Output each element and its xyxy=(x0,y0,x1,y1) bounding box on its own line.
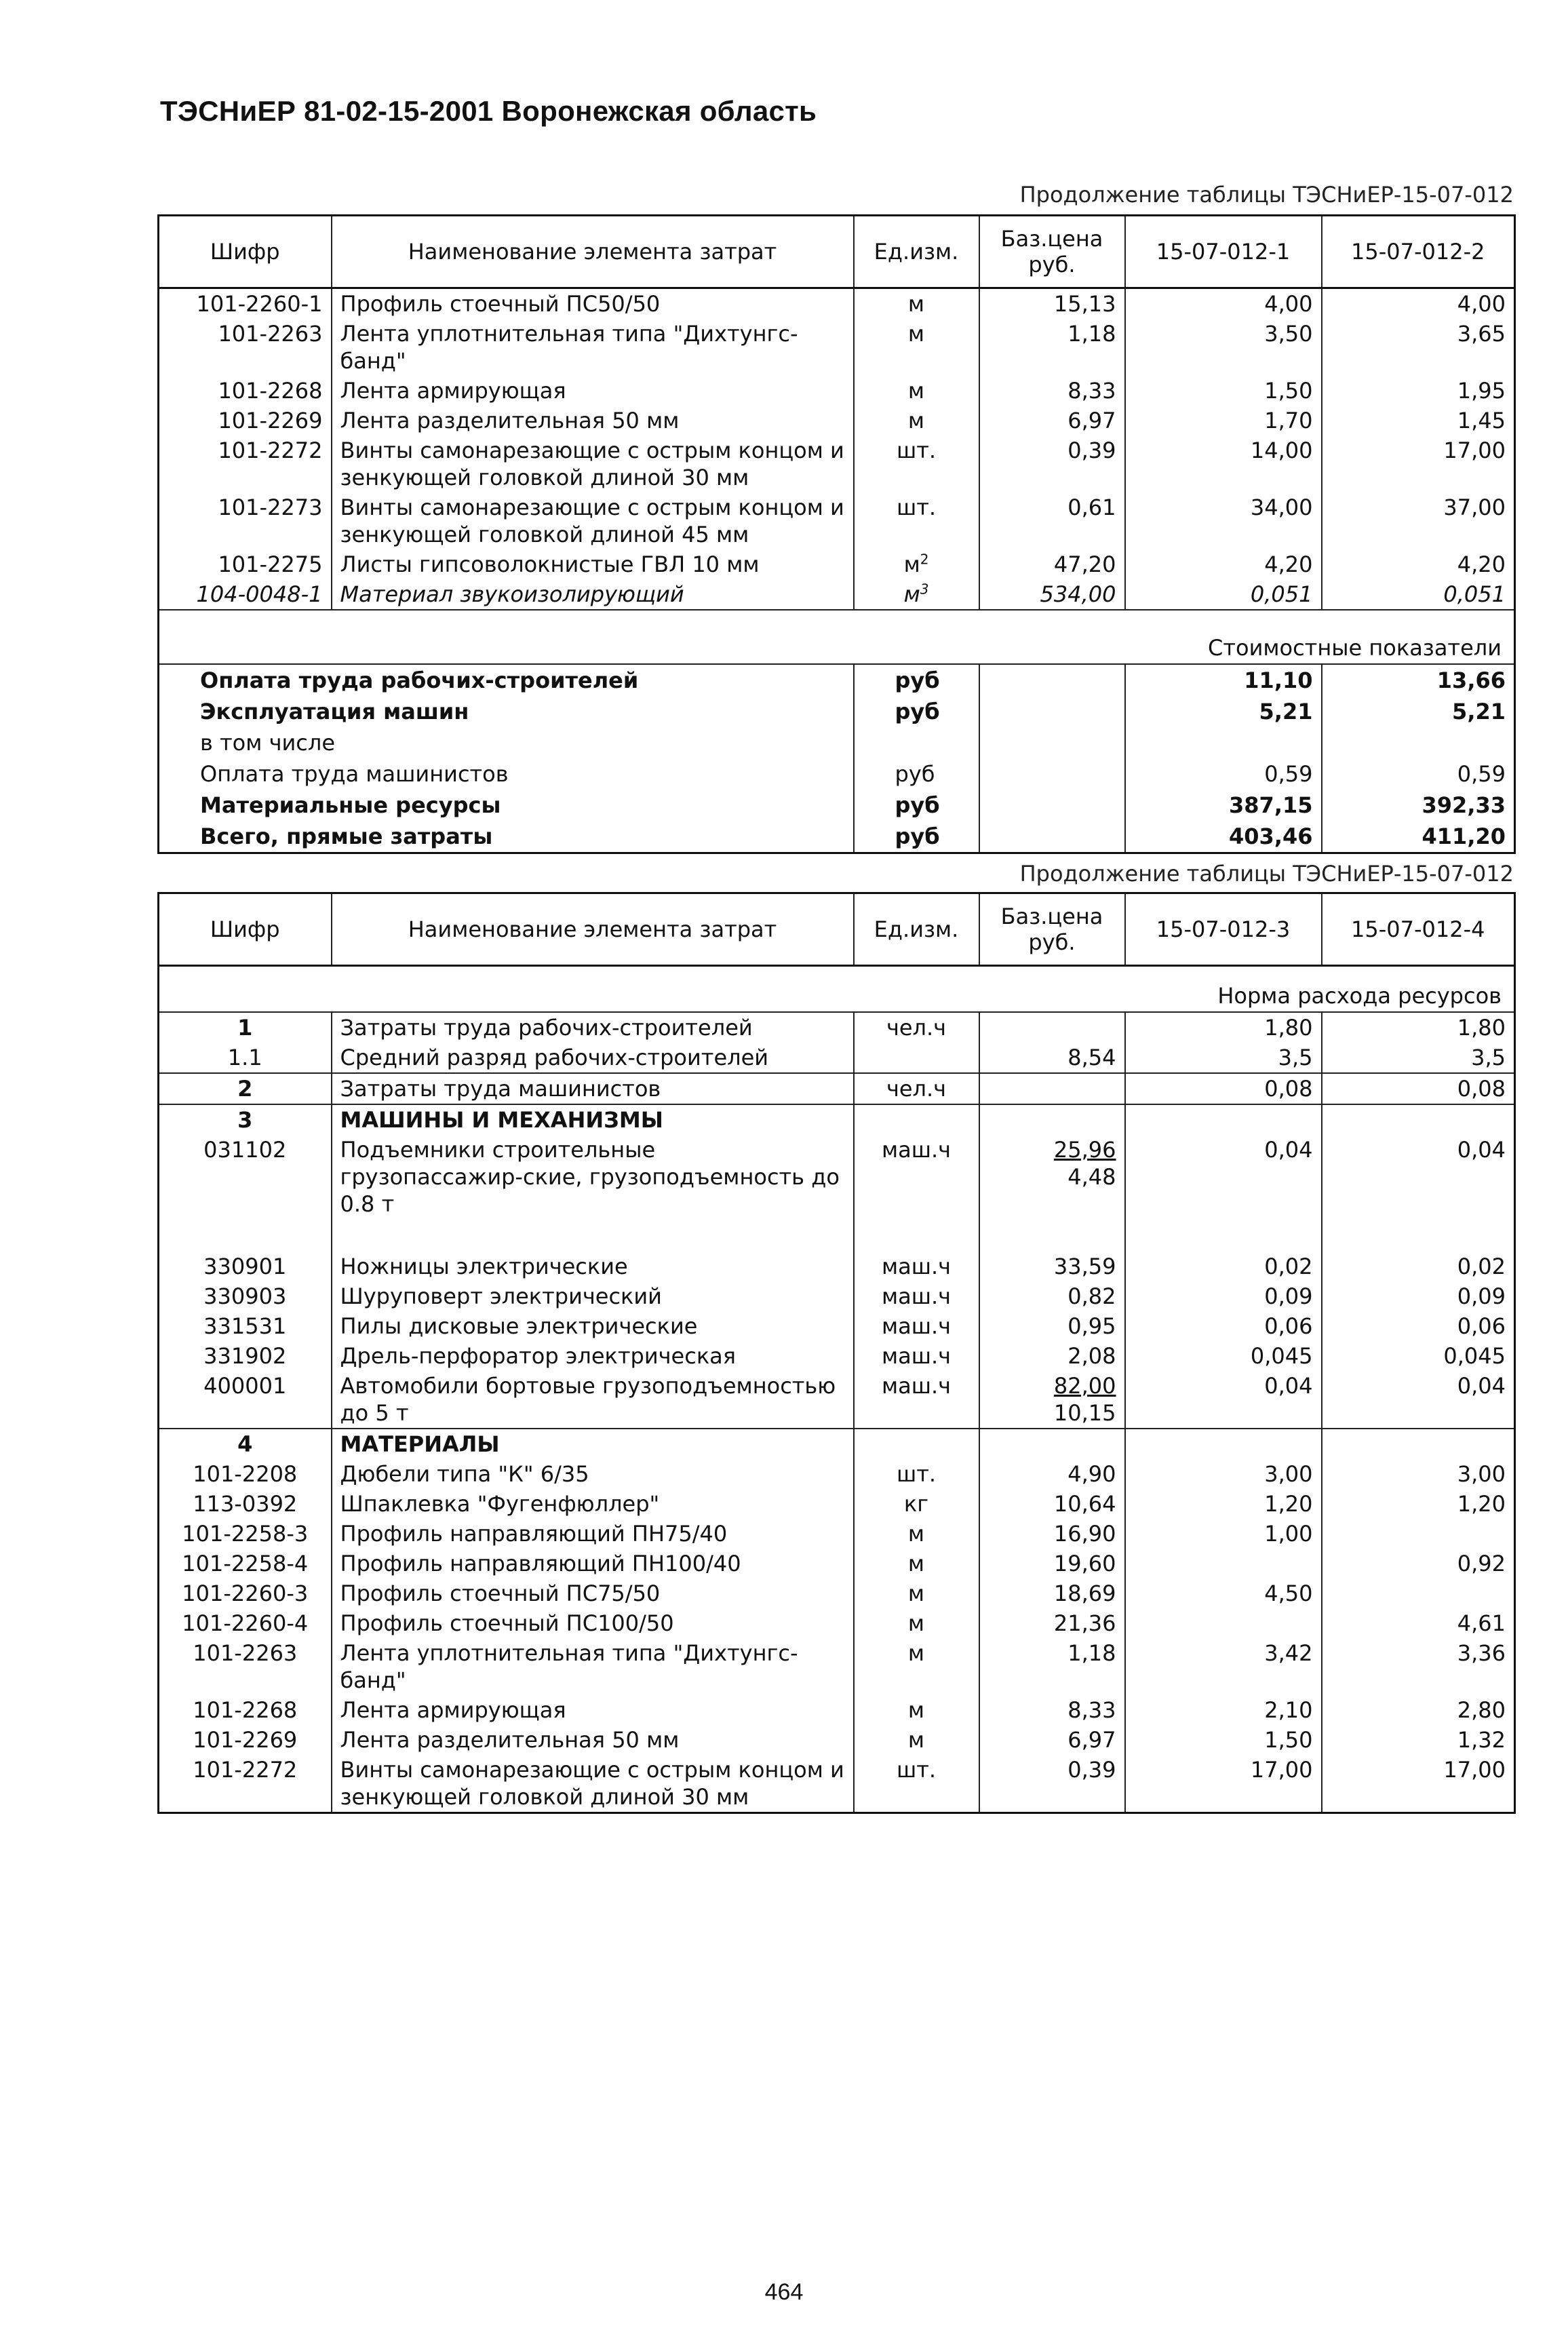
cell-name: Пилы дисковые электрические xyxy=(332,1311,854,1341)
cost-value-2: 411,20 xyxy=(1322,821,1515,853)
cell-price: 6,97 xyxy=(979,406,1125,435)
cell-unit-text: м xyxy=(907,378,925,404)
cell-code: 113-0392 xyxy=(193,1491,298,1517)
cell-value-1: 3,00 xyxy=(1125,1459,1322,1489)
cell-value-1: 17,00 xyxy=(1125,1755,1322,1813)
cell-value-2: 3,36 xyxy=(1322,1638,1515,1695)
cell-value-2: 1,95 xyxy=(1322,376,1515,406)
cell-price-main: 1,18 xyxy=(1067,1640,1116,1666)
cell-unit-text: м xyxy=(907,408,925,433)
cell-price-main: 0,95 xyxy=(1067,1313,1116,1339)
cell-unit xyxy=(854,1043,979,1073)
cell-value-2: 1,32 xyxy=(1322,1725,1515,1755)
col-header-v1: 15-07-012-3 xyxy=(1125,893,1322,966)
cell-name: Автомобили бортовые грузоподъемностью до 5 т xyxy=(332,1371,854,1429)
cell-unit xyxy=(854,1429,979,1459)
table-row xyxy=(159,1695,1515,1725)
cell-value-2 xyxy=(1322,1429,1515,1459)
cell-value-2: 0,02 xyxy=(1322,1252,1515,1281)
cell-code: 1.1 xyxy=(159,1043,332,1073)
cost-label: Эксплуатация машин xyxy=(200,699,469,724)
col-header-v2: 15-07-012-4 xyxy=(1322,893,1515,966)
cost-row xyxy=(159,664,1515,696)
cell-code: 1 xyxy=(237,1015,253,1041)
cell-unit: м xyxy=(854,1638,979,1695)
cell-unit: кг xyxy=(854,1489,979,1519)
cell-price-main: 2,08 xyxy=(1067,1343,1116,1369)
cell-value-1: 0,08 xyxy=(1125,1073,1322,1104)
page-number: 464 xyxy=(764,2279,804,2305)
cell-name: Дюбели типа "К" 6/35 xyxy=(332,1459,854,1489)
cell-code: 400001 xyxy=(159,1371,332,1429)
cell-price xyxy=(979,1578,1125,1608)
col-header-v1: 15-07-012-1 xyxy=(1125,216,1322,288)
cell-unit xyxy=(854,435,979,492)
cost-label: Оплата труда машинистов xyxy=(200,761,509,787)
table-row xyxy=(159,1755,1515,1813)
cell-name: Шуруповерт электрический xyxy=(332,1281,854,1311)
cost-value-1 xyxy=(1125,727,1322,758)
cell-value-1: 1,50 xyxy=(1125,1725,1322,1755)
cell-code: 101-2260-4 xyxy=(182,1610,309,1636)
cell-price-main: 4,90 xyxy=(1067,1461,1116,1487)
cell-price xyxy=(979,1341,1125,1371)
cell-value-2: 1,80 xyxy=(1322,1012,1515,1043)
cell-value-2: 37,00 xyxy=(1322,492,1515,549)
cost-unit: руб xyxy=(854,821,979,853)
cell-code: 101-2272 xyxy=(193,1757,298,1783)
cost-label: Оплата труда рабочих-строителей xyxy=(200,667,639,693)
cell-value-1: 4,50 xyxy=(1125,1578,1322,1608)
cell-value-2: 0,08 xyxy=(1322,1073,1515,1104)
cell-unit xyxy=(854,579,979,610)
table-row xyxy=(159,1489,1515,1519)
cell-price-main: 8,54 xyxy=(1067,1045,1116,1070)
cell-unit: шт. xyxy=(854,1459,979,1489)
cell-name: Подъемники строительные грузопассажир-ские, грузоподъемность до 0.8 т xyxy=(332,1135,854,1252)
cost-value-1: 5,21 xyxy=(1125,696,1322,727)
cell-price xyxy=(979,1252,1125,1281)
cell-unit: м xyxy=(854,1695,979,1725)
cell-price-secondary: 4,48 xyxy=(1067,1164,1116,1190)
cell-value-2: 0,045 xyxy=(1322,1341,1515,1371)
table-row xyxy=(159,1311,1515,1341)
col-header-unit: Ед.изм. xyxy=(854,893,979,966)
cell-code: 4 xyxy=(237,1431,253,1457)
cell-price xyxy=(979,1519,1125,1549)
cost-row xyxy=(159,758,1515,790)
table-row xyxy=(159,319,1515,376)
cell-value-1: 0,045 xyxy=(1125,1341,1322,1371)
cell-price xyxy=(979,1281,1125,1311)
cell-value-1: 3,42 xyxy=(1125,1638,1322,1695)
cell-unit: м xyxy=(854,1519,979,1549)
cost-price-empty xyxy=(979,664,1125,696)
cell-code: 101-2272 xyxy=(218,438,323,463)
cell-value-1: 1,20 xyxy=(1125,1489,1322,1519)
cost-label: Всего, прямые затраты xyxy=(200,823,493,849)
cell-unit: чел.ч xyxy=(854,1012,979,1043)
cell-unit: маш.ч xyxy=(854,1371,979,1429)
cell-value-1: 1,50 xyxy=(1125,376,1322,406)
cost-value-1: 0,59 xyxy=(1125,758,1322,790)
cost-value-1: 403,46 xyxy=(1125,821,1322,853)
table2-continuation-note: Продолжение таблицы ТЭСНиЕР-15-07-012 xyxy=(1019,861,1514,887)
col-header-name: Наименование элемента затрат xyxy=(332,216,854,288)
cell-name: Лента разделительная 50 мм xyxy=(332,1725,854,1755)
cell-code: 101-2268 xyxy=(218,378,323,404)
cost-value-2: 392,33 xyxy=(1322,790,1515,821)
cell-unit-text: м xyxy=(903,581,920,607)
cell-unit: маш.ч xyxy=(854,1311,979,1341)
table-row xyxy=(159,406,1515,435)
cost-header-label: Стоимостные показатели xyxy=(159,610,1515,664)
cell-name: Винты самонарезающие с острым концом и зенкующей головкой длиной 45 мм xyxy=(332,492,854,549)
cost-unit: руб xyxy=(854,758,979,790)
cell-unit-superscript: 3 xyxy=(920,581,929,598)
cell-name: Шпаклевка "Фугенфюллер" xyxy=(332,1489,854,1519)
cost-value-1: 387,15 xyxy=(1125,790,1322,821)
col-header-price: Баз.цена руб. xyxy=(979,893,1125,966)
cell-value-1 xyxy=(1125,1104,1322,1135)
norm-header-row xyxy=(159,966,1515,1013)
cell-price xyxy=(979,1608,1125,1638)
cell-value-1: 14,00 xyxy=(1125,435,1322,492)
cell-price-main: 18,69 xyxy=(1053,1581,1116,1606)
cell-name: Лента армирующая xyxy=(332,376,854,406)
cell-unit xyxy=(854,1104,979,1135)
cell-value-2: 4,61 xyxy=(1322,1608,1515,1638)
cell-name: Профиль стоечный ПС50/50 xyxy=(332,288,854,319)
cell-value-2: 4,00 xyxy=(1322,288,1515,319)
cell-price-main: 8,33 xyxy=(1067,1697,1116,1723)
table-row xyxy=(159,1043,1515,1073)
cell-value-1: 0,02 xyxy=(1125,1252,1322,1281)
cell-value-2: 0,06 xyxy=(1322,1311,1515,1341)
section-row xyxy=(159,1429,1515,1459)
cell-code: 101-2208 xyxy=(193,1461,298,1487)
cell-unit-text: м xyxy=(907,291,925,317)
table-row xyxy=(159,1012,1515,1043)
cell-price xyxy=(979,1311,1125,1341)
cost-row xyxy=(159,696,1515,727)
cell-unit: маш.ч xyxy=(854,1252,979,1281)
cost-label: Материальные ресурсы xyxy=(200,792,501,818)
cell-code: 331531 xyxy=(203,1313,287,1339)
cost-unit: руб xyxy=(854,696,979,727)
section-row xyxy=(159,1104,1515,1135)
cell-unit xyxy=(854,406,979,435)
cell-price: 15,13 xyxy=(979,288,1125,319)
cell-price xyxy=(979,1429,1125,1459)
cell-price: 1,18 xyxy=(979,319,1125,376)
table-row xyxy=(159,1519,1515,1549)
cell-unit: маш.ч xyxy=(854,1341,979,1371)
cell-unit: маш.ч xyxy=(854,1281,979,1311)
cell-value-2: 3,5 xyxy=(1322,1043,1515,1073)
cell-name: Дрель-перфоратор электрическая xyxy=(332,1341,854,1371)
col-header-code: Шифр xyxy=(159,216,332,288)
cell-value-1: 3,50 xyxy=(1125,319,1322,376)
cost-header-row xyxy=(159,610,1515,664)
cell-value-2 xyxy=(1322,1104,1515,1135)
cell-value-2: 1,20 xyxy=(1322,1489,1515,1519)
cell-price-main: 19,60 xyxy=(1053,1551,1116,1576)
cell-price-underlined: 82,00 xyxy=(1053,1373,1116,1399)
cell-code: 2 xyxy=(159,1073,332,1104)
cell-unit: чел.ч xyxy=(854,1073,979,1104)
cell-code: 101-2263 xyxy=(218,321,323,347)
cell-value-1: 4,00 xyxy=(1125,288,1322,319)
cell-value-2: 0,04 xyxy=(1322,1371,1515,1429)
cell-unit-text: м xyxy=(907,321,925,347)
cell-name: МАТЕРИАЛЫ xyxy=(332,1429,854,1459)
cell-code: 101-2258-4 xyxy=(182,1551,309,1576)
table2-header-row xyxy=(159,893,1515,966)
cell-code: 101-2275 xyxy=(218,551,323,577)
table-row xyxy=(159,1371,1515,1429)
cell-code: 101-2258-3 xyxy=(182,1521,309,1547)
cell-unit: маш.ч xyxy=(854,1135,979,1252)
cell-unit xyxy=(854,319,979,376)
cell-name: Профиль стоечный ПС75/50 xyxy=(332,1578,854,1608)
cell-price xyxy=(979,1012,1125,1043)
cell-price xyxy=(979,1043,1125,1073)
cell-code: 101-2260-1 xyxy=(196,291,323,317)
cell-code: 330901 xyxy=(203,1254,287,1279)
table-row xyxy=(159,1135,1515,1252)
cell-code: 031102 xyxy=(203,1137,287,1163)
cell-value-1: 2,10 xyxy=(1125,1695,1322,1725)
cell-unit xyxy=(854,492,979,549)
table-row xyxy=(159,1549,1515,1578)
cell-name: Ножницы электрические xyxy=(332,1252,854,1281)
cost-price-empty xyxy=(979,758,1125,790)
col-header-unit: Ед.изм. xyxy=(854,216,979,288)
cell-value-2 xyxy=(1322,1519,1515,1549)
cell-price-main: 21,36 xyxy=(1053,1610,1116,1636)
cost-row xyxy=(159,727,1515,758)
cell-price: 8,33 xyxy=(979,376,1125,406)
cell-code: 101-2269 xyxy=(193,1727,298,1753)
cell-price-main: 33,59 xyxy=(1053,1254,1116,1279)
cell-unit: м xyxy=(854,1549,979,1578)
table-row xyxy=(159,1073,1515,1104)
cell-value-2: 3,65 xyxy=(1322,319,1515,376)
cell-unit-text: м xyxy=(903,551,920,577)
cell-price xyxy=(979,1459,1125,1489)
cost-row xyxy=(159,790,1515,821)
page-title: ТЭСНиЕР 81-02-15-2001 Воронежская область xyxy=(160,95,817,127)
cell-value-2: 0,92 xyxy=(1322,1549,1515,1578)
cell-price: 0,61 xyxy=(979,492,1125,549)
col-header-name: Наименование элемента затрат xyxy=(332,893,854,966)
cell-price-main xyxy=(988,1372,1116,1399)
table-row xyxy=(159,1459,1515,1489)
cell-value-1: 0,051 xyxy=(1125,579,1322,610)
cell-value-2: 17,00 xyxy=(1322,1755,1515,1813)
cell-value-2: 0,04 xyxy=(1322,1135,1515,1252)
table1-continuation-note: Продолжение таблицы ТЭСНиЕР-15-07-012 xyxy=(1019,182,1514,208)
cell-name: Профиль направляющий ПН75/40 xyxy=(332,1519,854,1549)
cost-price-empty xyxy=(979,821,1125,853)
cell-name: Затраты труда машинистов xyxy=(332,1073,854,1104)
cost-value-1: 11,10 xyxy=(1125,664,1322,696)
table-row xyxy=(159,1578,1515,1608)
cell-code: 101-2260-3 xyxy=(182,1581,309,1606)
table2 xyxy=(157,892,1516,1814)
cell-value-2: 3,00 xyxy=(1322,1459,1515,1489)
cell-value-1 xyxy=(1125,1608,1322,1638)
col-header-price: Баз.цена руб. xyxy=(979,216,1125,288)
cost-label: в том числе xyxy=(200,730,335,756)
cell-value-2: 2,80 xyxy=(1322,1695,1515,1725)
cell-value-2: 1,45 xyxy=(1322,406,1515,435)
cell-price-main: 0,82 xyxy=(1067,1283,1116,1309)
cost-unit xyxy=(854,727,979,758)
cell-name: Винты самонарезающие с острым концом и зенкующей головкой длиной 30 мм xyxy=(332,1755,854,1813)
cell-name: Листы гипсоволокнистые ГВЛ 10 мм xyxy=(332,549,854,579)
cell-price xyxy=(979,1371,1125,1429)
cell-price xyxy=(979,1755,1125,1813)
table-row xyxy=(159,1341,1515,1371)
col-header-code: Шифр xyxy=(159,893,332,966)
cost-value-2 xyxy=(1322,727,1515,758)
cell-unit xyxy=(854,376,979,406)
table1-header-row xyxy=(159,216,1515,288)
cell-price: 534,00 xyxy=(979,579,1125,610)
cell-name: Лента армирующая xyxy=(332,1695,854,1725)
cell-price xyxy=(979,1489,1125,1519)
cost-row xyxy=(159,821,1515,853)
cell-value-1 xyxy=(1125,1429,1322,1459)
table-row xyxy=(159,1608,1515,1638)
cell-value-1 xyxy=(1125,1549,1322,1578)
cell-name: МАШИНЫ И МЕХАНИЗМЫ xyxy=(332,1104,854,1135)
cell-value-2 xyxy=(1322,1578,1515,1608)
cost-price-empty xyxy=(979,696,1125,727)
table-row xyxy=(159,1252,1515,1281)
cell-value-1: 0,04 xyxy=(1125,1371,1322,1429)
cell-value-2: 17,00 xyxy=(1322,435,1515,492)
cost-value-2: 13,66 xyxy=(1322,664,1515,696)
cost-value-2: 0,59 xyxy=(1322,758,1515,790)
cell-name: Материал звукоизолирующий xyxy=(332,579,854,610)
cell-value-1: 0,09 xyxy=(1125,1281,1322,1311)
cell-value-1: 4,20 xyxy=(1125,549,1322,579)
cell-unit: м xyxy=(854,1578,979,1608)
cell-unit xyxy=(854,549,979,579)
table-row xyxy=(159,288,1515,319)
cell-price-main: 6,97 xyxy=(1067,1727,1116,1753)
cell-unit-text: шт. xyxy=(896,438,937,463)
col-header-v2: 15-07-012-2 xyxy=(1322,216,1515,288)
cell-code: 101-2273 xyxy=(218,495,323,520)
cell-value-2: 0,09 xyxy=(1322,1281,1515,1311)
cell-unit: м xyxy=(854,1725,979,1755)
table-row xyxy=(159,1281,1515,1311)
cell-unit xyxy=(854,288,979,319)
cell-code: 101-2268 xyxy=(193,1697,298,1723)
cell-name: Профиль направляющий ПН100/40 xyxy=(332,1549,854,1578)
cell-value-1: 0,04 xyxy=(1125,1135,1322,1252)
cell-name: Профиль стоечный ПС100/50 xyxy=(332,1608,854,1638)
table-row xyxy=(159,1725,1515,1755)
cell-price-main: 0,39 xyxy=(1067,1757,1116,1783)
cell-price-underlined: 25,96 xyxy=(1053,1137,1116,1163)
cell-code: 330903 xyxy=(203,1283,287,1309)
cell-price xyxy=(979,1725,1125,1755)
cell-price xyxy=(979,1638,1125,1695)
cost-value-2: 5,21 xyxy=(1322,696,1515,727)
table-row xyxy=(159,492,1515,549)
cell-code: 104-0048-1 xyxy=(196,581,323,607)
cell-price xyxy=(979,1073,1125,1104)
cell-price-main xyxy=(988,1136,1116,1163)
cell-value-1: 1,00 xyxy=(1125,1519,1322,1549)
cost-unit: руб xyxy=(854,790,979,821)
cell-value-1: 0,06 xyxy=(1125,1311,1322,1341)
table-row xyxy=(159,1638,1515,1695)
norm-header-label: Норма расхода ресурсов xyxy=(159,966,1515,1013)
cell-value-1: 3,5 xyxy=(1125,1043,1322,1073)
cell-price-secondary: 10,15 xyxy=(1053,1400,1116,1426)
cell-price xyxy=(979,1549,1125,1578)
cell-name: Лента разделительная 50 мм xyxy=(332,406,854,435)
cell-price-main: 10,64 xyxy=(1053,1491,1116,1517)
cell-unit: м xyxy=(854,1608,979,1638)
cell-unit: шт. xyxy=(854,1755,979,1813)
cell-name: Лента уплотнительная типа "Дихтунгс-банд" xyxy=(332,1638,854,1695)
table-row xyxy=(159,549,1515,579)
cell-name: Затраты труда рабочих-строителей xyxy=(332,1012,854,1043)
cell-code: 3 xyxy=(237,1107,253,1133)
cell-price: 47,20 xyxy=(979,549,1125,579)
cell-value-1: 1,70 xyxy=(1125,406,1322,435)
cell-price xyxy=(979,1695,1125,1725)
cell-price-main: 16,90 xyxy=(1053,1521,1116,1547)
cost-unit: руб xyxy=(854,664,979,696)
table-row xyxy=(159,435,1515,492)
cell-name: Средний разряд рабочих-строителей xyxy=(332,1043,854,1073)
table-row xyxy=(159,579,1515,610)
cell-price: 0,39 xyxy=(979,435,1125,492)
cell-unit-superscript: 2 xyxy=(920,551,929,568)
cell-name: Винты самонарезающие с острым концом и зенкующей головкой длиной 30 мм xyxy=(332,435,854,492)
cell-code: 331902 xyxy=(203,1343,287,1369)
cost-price-empty xyxy=(979,790,1125,821)
table-row xyxy=(159,376,1515,406)
cell-price xyxy=(979,1104,1125,1135)
cost-price-empty xyxy=(979,727,1125,758)
cell-price xyxy=(979,1135,1125,1252)
cell-name: Лента уплотнительная типа "Дихтунгс-банд" xyxy=(332,319,854,376)
cell-unit-text: шт. xyxy=(896,495,937,520)
cell-value-2: 4,20 xyxy=(1322,549,1515,579)
cell-value-1: 34,00 xyxy=(1125,492,1322,549)
cell-value-2: 0,051 xyxy=(1322,579,1515,610)
table1 xyxy=(157,214,1516,854)
cell-code: 101-2269 xyxy=(218,408,323,433)
cell-value-1: 1,80 xyxy=(1125,1012,1322,1043)
cell-code: 101-2263 xyxy=(193,1640,298,1666)
